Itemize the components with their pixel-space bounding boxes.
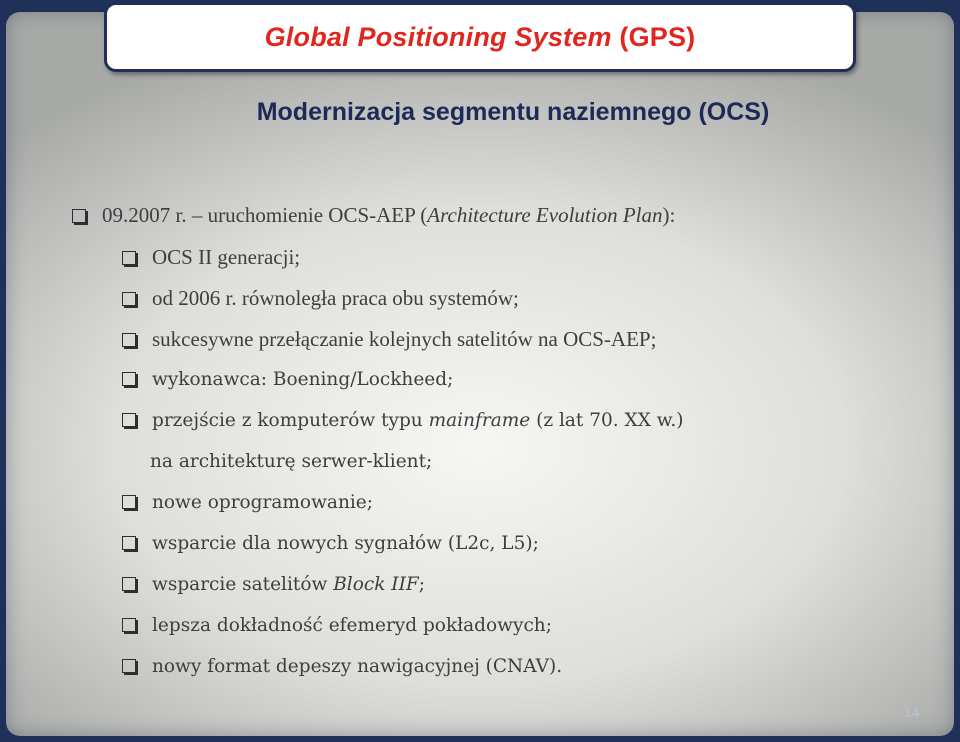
bullet-continuation: na architekturę serwer-klient; [150,451,433,472]
checkbox-bullet-icon [122,251,136,265]
checkbox-bullet-icon [122,536,136,550]
checkbox-bullet-icon [122,413,136,427]
checkbox-bullet-icon [122,495,136,509]
bullet-item: lepsza dokładność efemeryd pokładowych; [122,612,552,640]
bullet-item: przejście z komputerów typu mainframe (z lat 70. XX w.) [122,407,683,435]
bullet-item: OCS II generacji; [122,243,300,271]
title-gps: (GPS) [611,21,696,52]
bullet-item: wsparcie satelitów Block IIF; [122,571,425,599]
bullet-item: od 2006 r. równoległa praca obu systemów; [122,284,519,312]
checkbox-bullet-icon [122,333,136,347]
page-number: 14 [904,704,920,720]
title-bar [104,2,856,72]
checkbox-bullet-icon [122,292,136,306]
checkbox-bullet-icon [72,209,86,223]
bullet-item: wsparcie dla nowych sygnałów (L2c, L5); [122,530,539,558]
slide-title [265,22,696,53]
checkbox-bullet-icon [122,659,136,673]
checkbox-bullet-icon [122,618,136,632]
bullet-item: wykonawca: Boening/Lockheed; [122,366,453,394]
bullet-item: nowe oprogramowanie; [122,489,373,517]
checkbox-bullet-icon [122,372,136,386]
title-main: Global Positioning System [264,21,612,52]
bullet-item: nowy format depeszy nawigacyjnej (CNAV). [122,653,562,681]
checkbox-bullet-icon [122,577,136,591]
bullet-item: sukcesywne przełączanie kolejnych satelitów na OCS-AEP; [122,325,656,353]
bullet-item: 09.2007 r. – uruchomienie OCS-AEP (Architecture Evolution Plan): [72,201,675,229]
slide-subtitle: Modernizacja segmentu naziemnego (OCS) [256,98,770,126]
